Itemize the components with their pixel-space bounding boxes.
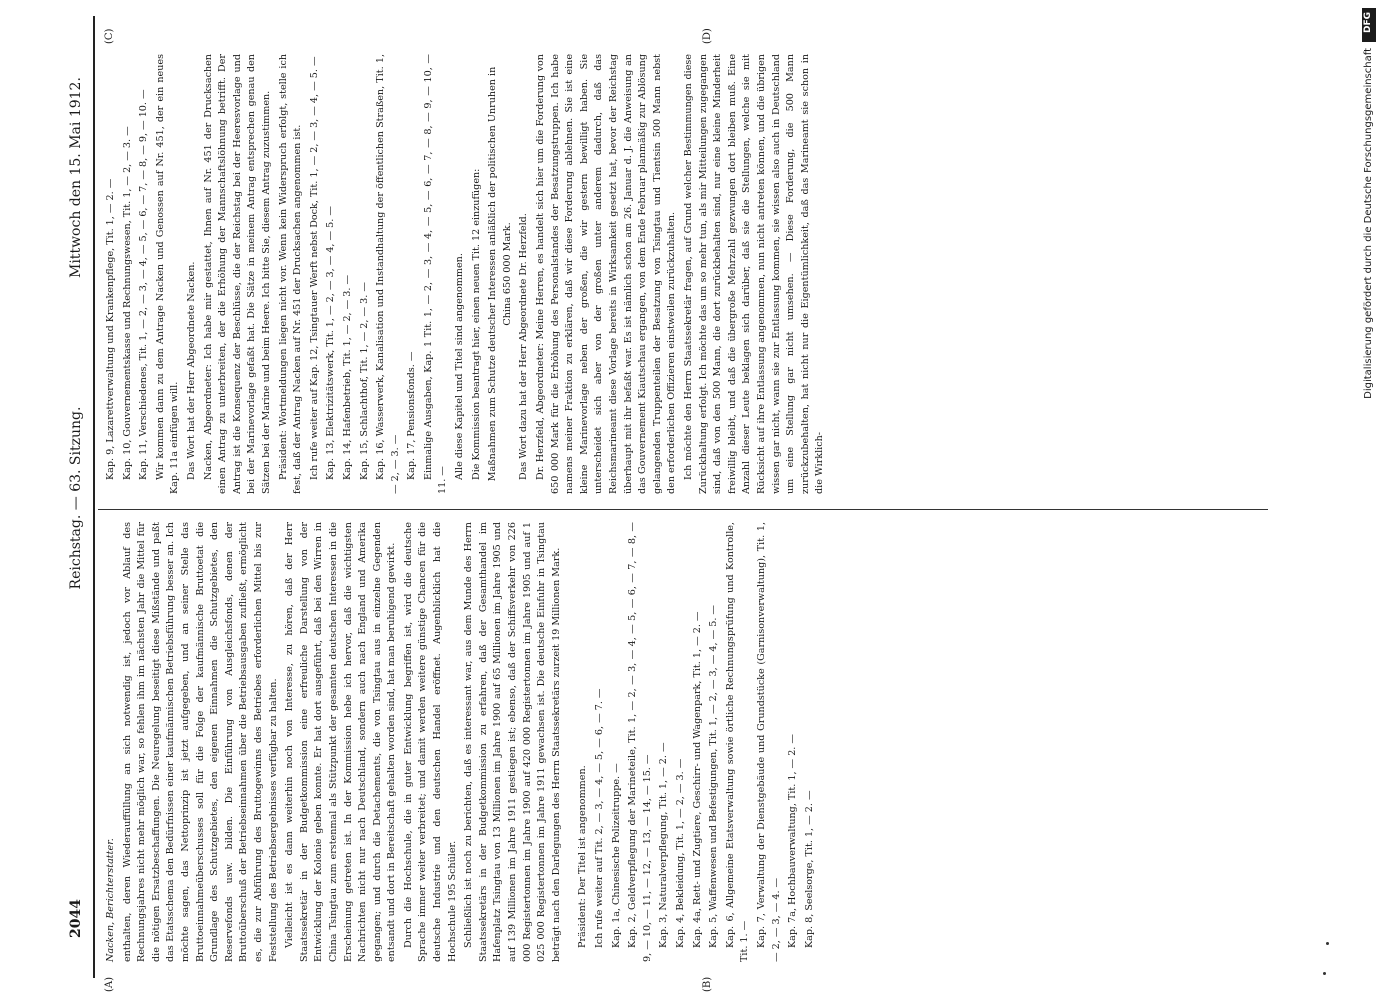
president-line: Kap. 7, Verwaltung der Dienstgebäude und Grundstücke (Garnisonverwaltung), Tit. 1, — 2, — 3, — 4. — [755,522,782,962]
chapter-line: Kap. 11, Verschiedenes, Tit. 1, — 2, — 3, — 4, — 5, — 6, — 7, — 8, — 9, — 10. — [138,89,150,480]
left-column [104,522,819,962]
right-column [104,54,830,494]
president-line: Kap. 7a, Hochbauverwaltung, Tit. 1, — 2. — [787,734,799,948]
dfg-logo-text: DFG [1363,12,1373,34]
paragraph: Präsident: Wortmeldungen liegen nicht vor. Wenn kein Widerspruch erfolgt, stelle ich fest, daß der Antrag Nacken auf Nr. 451 der Drucksachen angenommen ist. [277,54,304,494]
paragraph: Kap. 16, Wasserwerk, Kanalisation und Instandhaltung der öffentlichen Straßen, Tit. 1, — 2, — 3. — [375,54,401,494]
session-title: Reichstag. — 63. Sitzung. [68,406,84,590]
paragraph: Kap. 17, Pensionsfonds. — [406,351,418,480]
header-rule [93,16,95,978]
margin-letter-d: (D) [702,28,713,44]
paragraph: enthalten, deren Wiederauffüllung an sich notwendig ist, jedoch vor Ablauf des Rechnungsjahres nicht mehr möglich war, so fehlen ihm im nächsten Jahr die Mittel für die nötigen Ersatzbeschaffungen. Die Neuregelung beseitigt diese Mißstände und paßt das Etatsschema den Bedürfnissen einer kaufmännischen Betriebsführung besser an. Ich möchte sagen, das Nettoprinzip ist jetzt aufgegeben, und an seiner Stelle das Bruttoeinnahmeüberschusses soll für die Folge der kaufmännische Bruttoetat die Grundlage des Schutzgebietes, den eigenen Einnahmen die Schutzgebietes, den Reservefonds usw. bilden. Die Einführung von Ausgleichsfonds, denen der Bruttoüberschuß der Betriebseinnahmen über die Betriebsausgaben zufließt, ermöglicht es, die zur Abführung des Bruttogewinns des Betriebes erforderlichen Mittel bis zur Feststellung des Betriebsergebnisses verfügbar zu halten. [121,522,279,962]
chapter-line: Kap. 9, Lazarettverwaltung und Krankenpflege, Tit. 1, — 2. — [105,178,116,480]
paragraph: Kap. 14, Hafenbetrieb, Tit. 1, — 2, — 3. — [341,274,353,480]
speaker-head: Nacken, Berichterstatter. [105,838,116,962]
paragraph: Kap. 13, Elektrizitätswerk, Tit. 1, — 2, — 3, — 4, — 5. — [325,206,337,480]
president-line: Kap. 2, Geldverpflegung der Marineteile, Tit. 1, — 2, — 3, — 4, — 5, — 6, — 7, — 8, — 9, — 10, — 11, — 12, — 13, — 14, — 15. — [627,522,653,962]
column-divider [98,509,1268,510]
president-line: Kap. 4a, Rett- und Zugtiere, Geschirr- und Wagenpark, Tit. 1, — 2. — [691,611,703,948]
margin-letter-c: (C) [104,28,115,44]
session-date: Mittwoch den 15. Mai 1912. [68,77,84,278]
president-line: Präsident: Der Titel ist angenommen. [577,765,589,948]
paragraph: Durch die Hochschule, die in guter Entwicklung begriffen ist, wird die deutsche Sprache immer weiter verbreitet; und damit werden weitere günstige Chancen für die deutsche Industrie und den deutschen Handel eröffnet. Augenblicklich hat die Hochschule 195 Schüler. [402,522,458,962]
margin-letter-b: (B) [702,976,713,992]
motion-text: Maßnahmen zum Schutze deutscher Interessen anläßlich der politischen Unruhen in China 650 000 Mark. [487,66,513,482]
paragraph: Das Wort hat der Herr Abgeordnete Nacken. [185,261,197,480]
paragraph: Nacken, Abgeordneter: Ich habe mir gestattet, Ihnen auf Nr. 451 der Drucksachen einen Antrag zu unterbreiten, der die Erhöhung der Mannschaftslöhnung betrifft. Der Antrag ist die Konsequenz der Beschlüsse, die der Reichstag bei der Heeresvorlage und bei der Marinevorlage gefaßt hat. Die Sätze in meinem Antrag entsprechen genau den Sätzen bei der Marine und beim Heere. Ich bitte Sie, diesem Antrag zuzustimmen. [202,54,272,494]
chapter-line: Kap. 10, Gouvernementskasse und Rechnungswesen, Tit. 1, — 2, — 3. — [121,126,133,480]
paragraph: Die Kommission beantragt hier, einen neuen Tit. 12 einzufügen: [470,168,482,480]
digitization-note: Digitalisierung gefördert durch die Deutsche Forschungsgemeinschaft [1363,48,1374,399]
scan-speck [1323,972,1326,975]
paragraph: Alle diese Kapitel und Titel sind angenommen. [454,253,466,480]
rotated-page [62,16,1276,992]
president-line: Kap. 5, Waffenwesen und Befestigungen, Tit. 1, — 2, — 3, — 4, — 5. — [708,604,720,948]
paragraph: Ich rufe weiter auf Kap. 12, Tsingtauer Werft nebst Dock, Tit. 1, — 2, — 3, — 4, — 5. — [308,56,320,480]
paragraph: Wir kommen dann zu dem Antrage Nacken und Genossen auf Nr. 451, der ein neues Kap. 11a einfügen will. [154,54,181,494]
president-line: Kap. 1a, Chinesische Polizeitruppe. — [610,763,622,948]
margin-letter-a: (A) [104,976,115,992]
president-line: Kap. 8, Seelsorge, Tit. 1, — 2. — [803,790,815,948]
page-header [62,16,92,978]
president-line: Kap. 3, Naturalverpflegung, Tit. 1, — 2. — [658,742,670,948]
paragraph: Schließlich ist noch zu berichten, daß es interessant war, aus dem Munde des Herrn Staatssekretärs in der Budgetkommission zu erfahren, daß der Gesamthandel im Hafenplatz Tsingtau von 13 Millionen im Jahre 1900 auf 65 Millionen im Jahre 1905 und auf 139 Millionen im Jahre 1911 gestiegen ist; ebenso, daß der Schiffsverkehr von 226 000 Registertonnen im Jahre 1900 auf 420 000 Registertonnen im Jahre 1905 und auf 1 025 000 Registertonnen im Jahre 1911 gewachsen ist. Die deutsche Einfuhr in Tsingtau beträgt nach den Darlegungen des Herrn Staatssekretärs zurzeit 19 Millionen Mark. [463,522,562,962]
paragraph: Vielleicht ist es dann weiterhin noch von Interesse, zu hören, daß der Herr Staatssekretär in der Budgetkommission eine erfreuliche Darstellung von der Entwicklung der Kolonie geben konnte. Er hat dort ausgeführt, daß bei den Wirren in China Tsingtau zum erstenmal als Stützpunkt der gesamten deutschen Interessen in die Erscheinung getreten ist. In der Kommission hebe ich hervor, daß die wichtigsten Nachrichten nicht nur nach Deutschland, sondern auch nach England und Amerika gegangen; und durch die Detachements, die von Tsingtau aus in einzelne Gegenden entsandt und dort in Bereitschaft gehalten worden sind, hat man beruhigend gewirkt. [284,522,398,962]
paragraph: Ich möchte den Herrn Staatssekretär fragen, auf Grund welcher Bestimmungen diese Zurückhaltung erfolgt. Ich möchte das um so mehr tun, als mir Mitteilungen zugegangen sind, daß von den 500 Mann, die dort zurückbehalten sind, nur eine kleine Minderheit freiwillig bleibt, und daß die übergroße Mehrzahl gezwungen dort bleiben muß. Eine Anzahl dieser Leute beklagen sich darüber, daß sie die Stellungen, welche sie mit Rücksicht auf ihre Entlassung angenommen, nun nicht antreten können, und die übrigen wissen gar nicht, wann sie zur Entlassung kommen, sie wissen also auch in Deutschland um eine Stellung gar nicht umsehen. — Diese Forderung, die 500 Mann zurückzubehalten, hat nicht nur die Eigentümlichkeit, daß das Marineamt sie schon in die Wirklich- [682,54,826,494]
dfg-logo [1362,8,1376,42]
president-line: Ich rufe weiter auf Tit. 2, — 3, — 4, — 5, — 6, — 7. — [594,688,605,948]
president-line: Kap. 4, Bekleidung, Tit. 1, — 2, — 3. — [674,758,686,948]
paragraph: Das Wort dazu hat der Herr Abgeordnete Dr. Herzfeld. [518,213,530,480]
president-line: Kap. 6, Allgemeine Etatsverwaltung sowie örtliche Rechnungsprüfung und Kontrolle, Tit. 1. — [724,522,751,962]
paragraph: Kap. 15, Schlachthof, Tit. 1, — 2, — 3. — [358,282,370,480]
paragraph: Einmalige Ausgaben, Kap. 1 Tit. 1, — 2, — 3, — 4, — 5, — 6, — 7, — 8, — 9, — 10, — 11. — [422,54,449,494]
paragraph: Dr. Herzfeld, Abgeordneter: Meine Herren, es handelt sich hier um die Forderung von 650 000 Mark für die Erhöhung des Personalstandes der Besatzungstruppen. Ich habe namens meiner Fraktion zu erklären, daß wir diese Forderung ablehnen. Sie ist eine kleine Marinevorlage neben der großen, die wir gestern bewilligt haben. Sie unterscheidet sich aber von der großen unter anderem dadurch, daß das Reichsmarineamt diese Vorlage bereits in Wirksamkeit gesetzt hat, bevor der Reichstag überhaupt mit ihr befaßt war. Es ist nämlich schon am 26. Januar d. J. die Anweisung an das Gouvernement Kiautschau ergangen, von dem Ende Februar planmäßig zur Ablösung gelangenden Truppenteilen der Besatzung von Tsingtau und Tientsin 500 Mann nebst den erforderlichen Offizieren einstweilen zurückzuhalten. [535,54,678,494]
scan-speck [1326,942,1329,945]
page-number: 2044 [68,899,84,938]
